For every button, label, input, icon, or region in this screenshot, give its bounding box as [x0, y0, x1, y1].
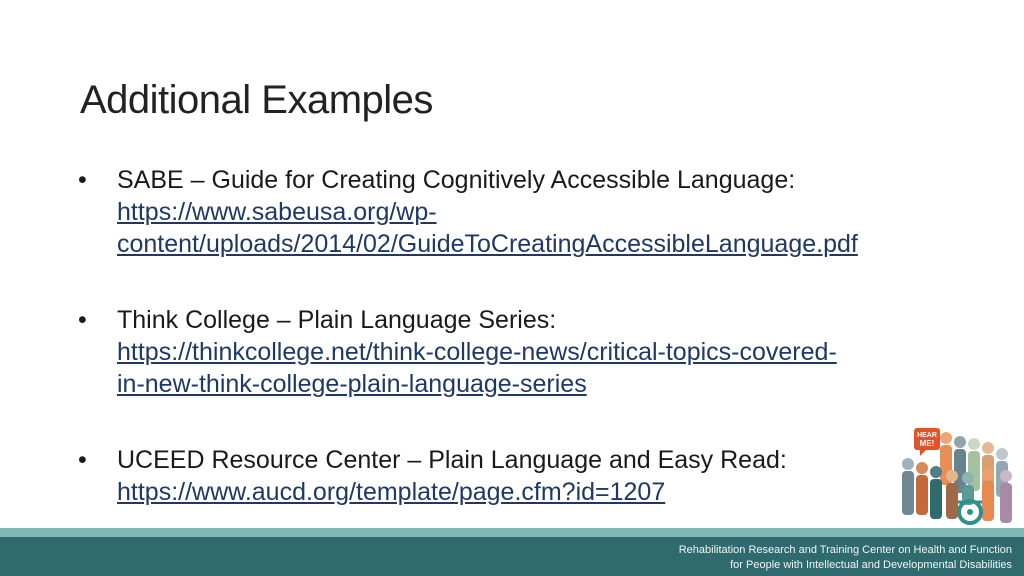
list-item-text: SABE – Guide for Creating Cognitively Accessible Language:	[117, 166, 796, 194]
list-item-uceed	[78, 444, 958, 508]
sabe-link[interactable]	[117, 196, 958, 260]
bullet-dot: •	[78, 166, 87, 194]
hear-me-logo-icon	[896, 424, 1020, 528]
think-college-link[interactable]	[117, 336, 958, 400]
link-line: https://www.sabeusa.org/wp-	[117, 198, 437, 226]
bullet-dot: •	[78, 306, 87, 334]
list-item-text: UCEED Resource Center – Plain Language and Easy Read:	[117, 446, 787, 474]
bullet-list	[78, 164, 958, 508]
page-title: Additional Examples	[80, 78, 433, 122]
link-line: https://thinkcollege.net/think-college-news/critical-topics-covered-	[117, 338, 837, 366]
footer-text	[679, 543, 1012, 573]
footer-accent-stripe	[0, 528, 1024, 537]
list-item-sabe	[78, 164, 958, 260]
link-line: https://www.aucd.org/template/page.cfm?id=1207	[117, 478, 666, 506]
link-line: content/uploads/2014/02/GuideToCreatingAccessibleLanguage.pdf	[117, 230, 858, 258]
uceed-link[interactable]	[117, 476, 958, 508]
list-item-text: Think College – Plain Language Series:	[117, 306, 557, 334]
link-line: in-new-think-college-plain-language-series	[117, 370, 587, 398]
bullet-dot: •	[78, 446, 87, 474]
badge-text-line1: HEAR	[917, 432, 937, 439]
badge-text-line2: ME!	[919, 439, 935, 448]
list-item-think-college	[78, 304, 958, 400]
footer-line-2: for People with Intellectual and Developmental Disabilities	[730, 559, 1012, 571]
footer-line-1: Rehabilitation Research and Training Center on Health and Function	[678, 544, 1012, 556]
